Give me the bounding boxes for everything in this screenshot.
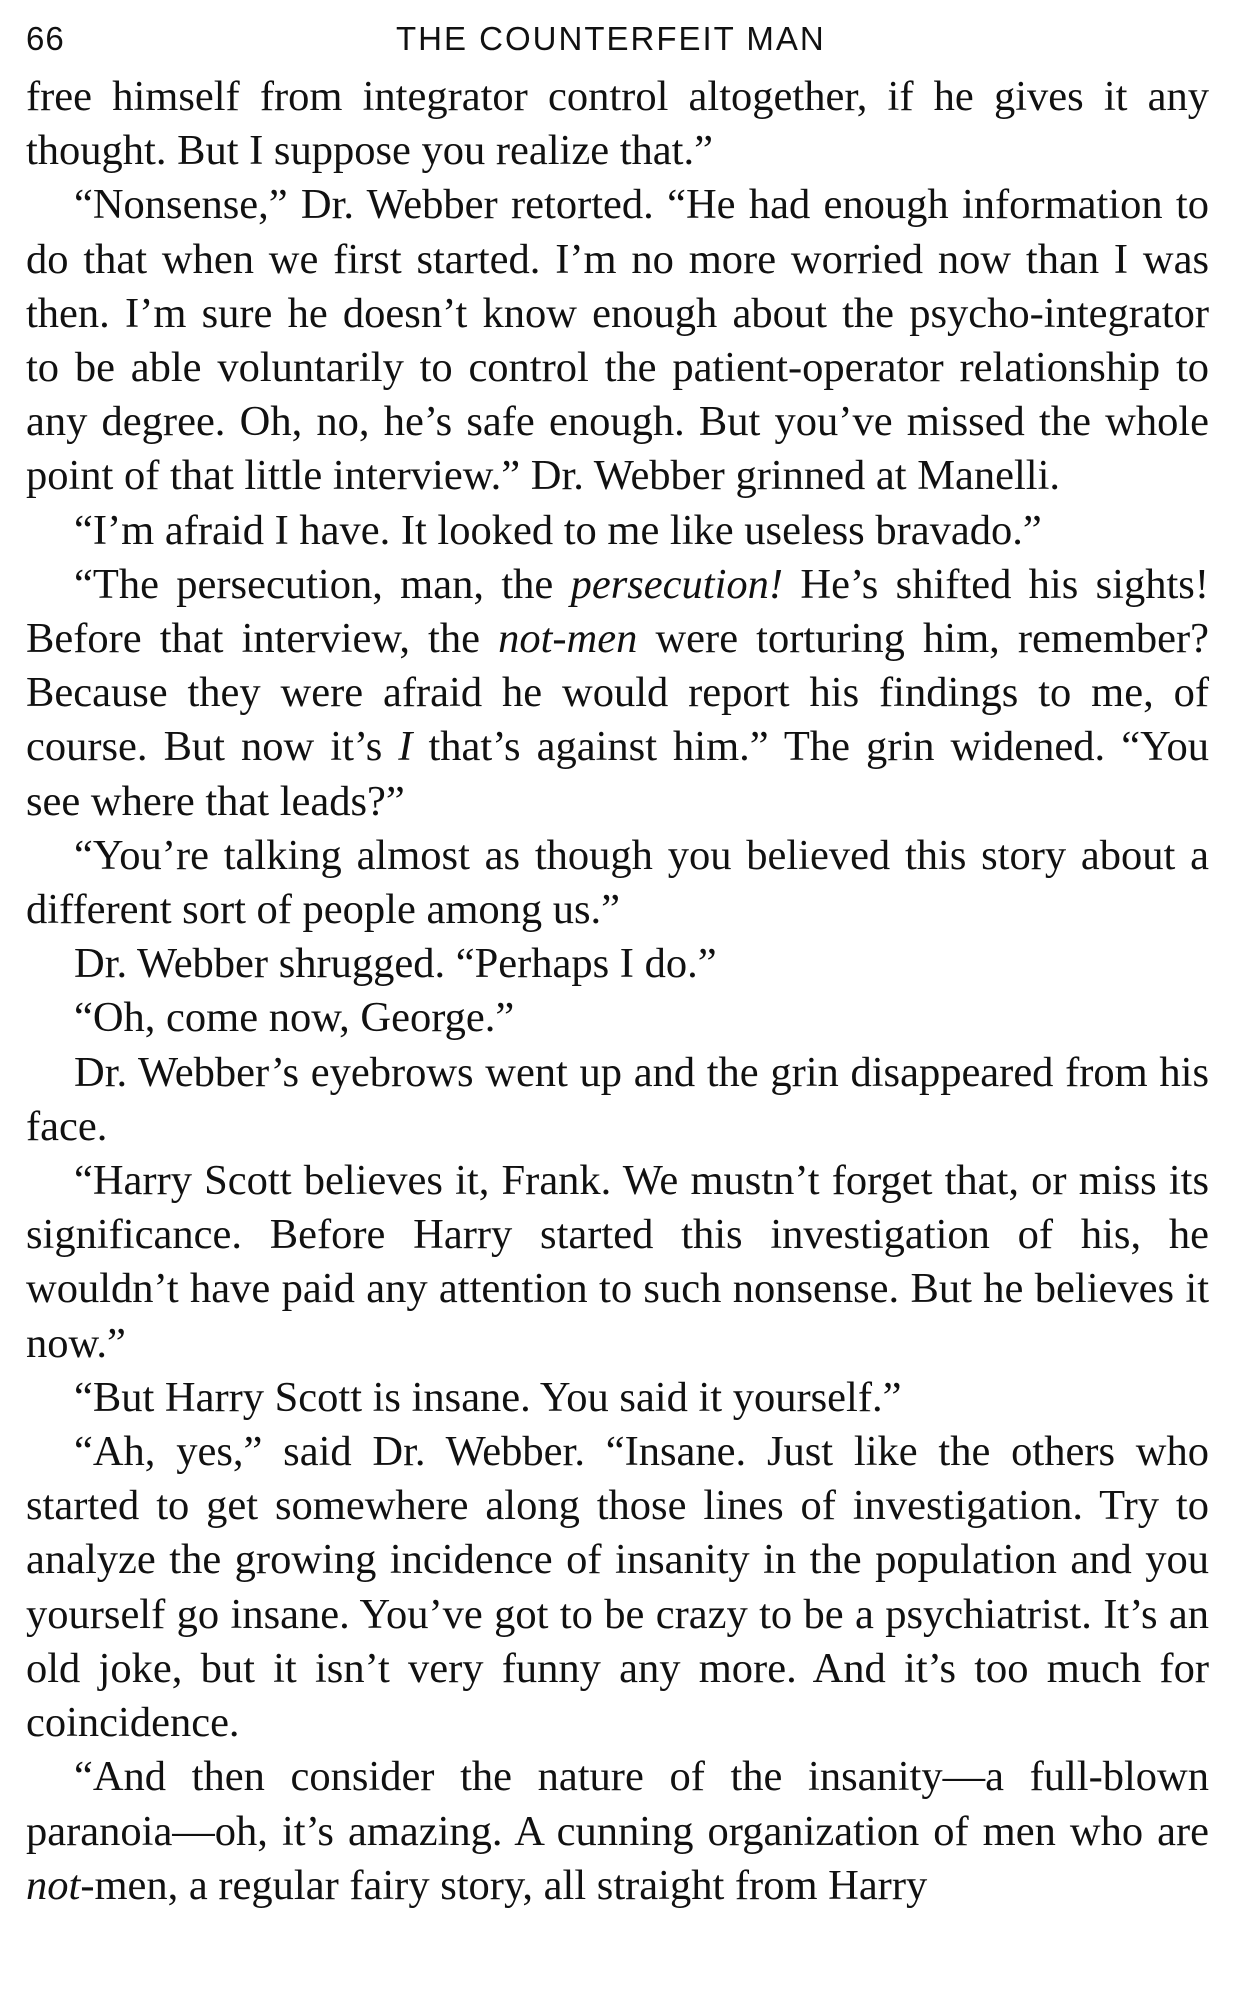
italic-text: not	[26, 1861, 81, 1909]
paragraph-text: “I’m afraid I have. It looked to me like useless bravado.”	[74, 506, 1042, 554]
paragraph	[26, 70, 1209, 178]
paragraph-text: were torturing him, remember? Because they were afraid he would report his findings to me, of course. But now it’s	[26, 615, 1209, 771]
paragraph	[26, 558, 1209, 829]
paragraph-text: “The persecution, man, the	[74, 560, 571, 608]
paragraph	[26, 1750, 1209, 1913]
paragraph-text: that’s against him.” The grin widened. “You see where that leads?”	[26, 723, 1210, 825]
paragraph-text: “You’re talking almost as though you believed this story about a different sort of people among us.”	[26, 831, 1209, 934]
paragraph-text: free himself from integrator control altogether, if he gives it any thought. But I suppose you realize that.”	[26, 73, 1209, 175]
paragraph-text: “And then consider the nature of the insanity—a full-blown paranoia—oh, it’s amazing. A cunning organization of men who are	[26, 1753, 1209, 1855]
italic-text: persecution!	[570, 560, 784, 608]
italic-text: I	[398, 723, 413, 771]
paragraph	[26, 937, 1209, 991]
paragraph-text: “Ah, yes,” said Dr. Webber. “Insane. Just like the others who started to get somewhere along those lines of investigation. Try to analyze the growing incidence of insanity in the population and you yourself go insane. You’ve got to be crazy to be a psychiatrist. It’s an old joke, but it isn’t very funny any more. And it’s too much for coincidence.	[26, 1428, 1209, 1747]
paragraph-text: “Harry Scott believes it, Frank. We mustn’t forget that, or miss its significance. Before Harry started this investigation of his, he wouldn’t have paid any attention to such nonsense. But he believes it now.”	[26, 1157, 1209, 1367]
paragraph-text: “Oh, come now, George.”	[74, 994, 515, 1042]
paragraph-text: “But Harry Scott is insane. You said it yourself.”	[74, 1373, 902, 1421]
page-header	[26, 14, 1209, 64]
paragraph	[26, 178, 1209, 503]
paragraph-text: Dr. Webber shrugged. “Perhaps I do.”	[74, 940, 717, 988]
paragraph	[26, 1371, 1209, 1425]
paragraph	[26, 829, 1209, 937]
paragraph	[26, 504, 1209, 558]
paragraph-text: He’s shifted his sights! Before that interview, the	[26, 560, 1209, 663]
italic-text: not-men	[498, 615, 638, 663]
paragraph-text: “Nonsense,” Dr. Webber retorted. “He had enough information to do that when we first started. I’m no more worried now than I was then. I’m sure he doesn’t know enough about the psycho-integrator to be able voluntarily to control the patient-operator relationship to any degree. Oh, no, he’s safe enough. But you’ve missed the whole point of that little interview.” Dr. Webber grinned at Manelli.	[26, 181, 1209, 500]
paragraph	[26, 991, 1209, 1045]
page-number: 66	[26, 20, 65, 57]
paragraph	[26, 1046, 1209, 1154]
paragraph	[26, 1154, 1209, 1371]
running-title: THE COUNTERFEIT MAN	[396, 20, 826, 57]
paragraph-text: Dr. Webber’s eyebrows went up and the grin disappeared from his face.	[26, 1048, 1209, 1150]
body-text	[26, 70, 1209, 1913]
paragraph-text: -men, a regular fairy story, all straight from Harry	[80, 1861, 928, 1909]
paragraph	[26, 1425, 1209, 1750]
